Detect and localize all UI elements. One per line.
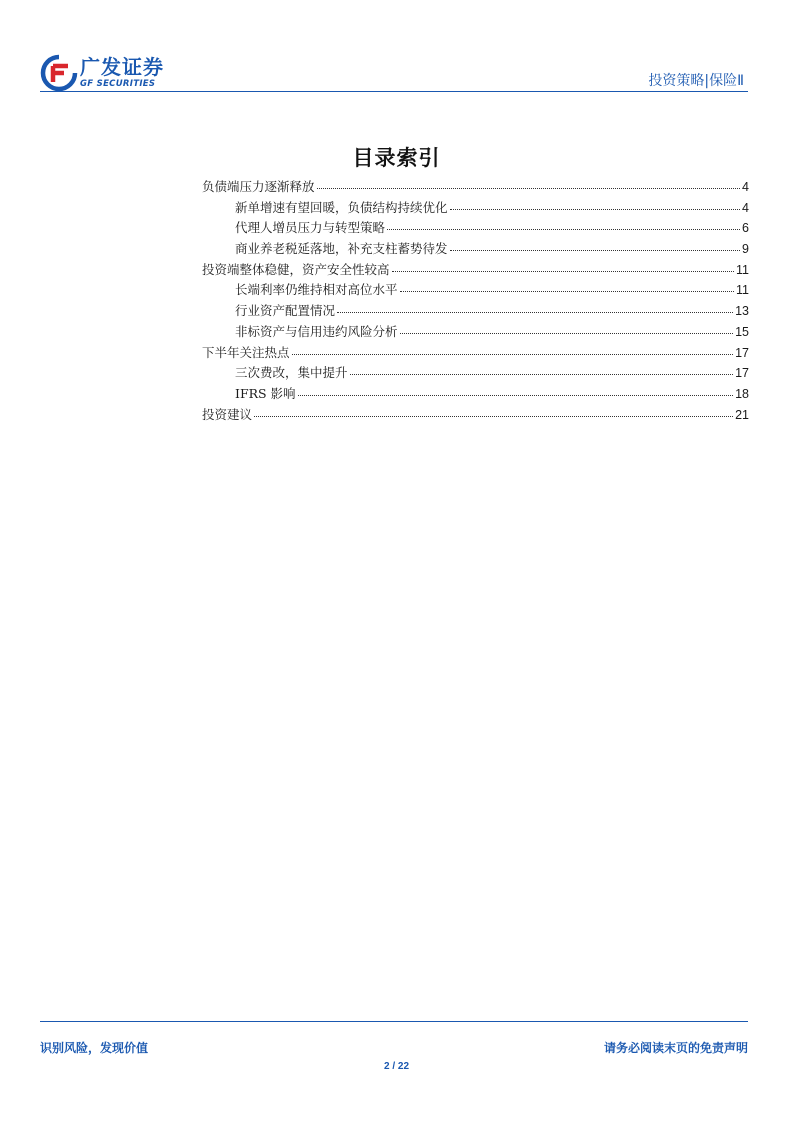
page-header (40, 50, 748, 92)
toc-entry-page: 13 (735, 304, 749, 319)
toc-entry-label: 长端利率仍维持相对高位水平 (235, 282, 398, 298)
toc-entry-page: 4 (742, 180, 749, 194)
toc-entry-page: 6 (742, 221, 749, 236)
toc-entry[interactable] (202, 280, 749, 301)
header-divider (40, 91, 748, 92)
toc-entry[interactable] (202, 343, 749, 364)
toc-leader-dots (350, 364, 734, 375)
toc-entry-label: 商业养老税延落地，补充支柱蓄势待发 (235, 241, 448, 257)
toc-entry[interactable] (202, 322, 749, 343)
toc-leader-dots (298, 385, 734, 396)
toc-entry-page: 11 (736, 283, 749, 298)
toc-entry[interactable] (202, 384, 749, 405)
toc-entry-label: 投资建议 (202, 406, 253, 422)
toc-entry[interactable] (202, 363, 749, 384)
gf-logo-icon (40, 54, 78, 92)
toc-leader-dots (392, 261, 735, 272)
toc-leader-dots (400, 323, 734, 334)
footer-divider (40, 1021, 748, 1022)
toc-entry-page: 21 (735, 407, 749, 422)
toc-entry[interactable] (202, 260, 749, 281)
page-number: 2 / 22 (383, 1061, 410, 1072)
toc-entry-label: 代理人增员压力与转型策略 (235, 220, 386, 236)
toc-entry[interactable] (202, 198, 749, 219)
toc-leader-dots (254, 406, 733, 417)
toc-leader-dots (387, 219, 740, 230)
toc-entry-page: 9 (742, 242, 749, 257)
toc-entry-label: 负债端压力逐渐释放 (202, 179, 315, 194)
toc-entry[interactable] (202, 405, 749, 426)
report-type: 投资策略|保险Ⅱ (648, 73, 744, 89)
footer-slogan: 识别风险，发现价值 (40, 1041, 149, 1055)
toc-entry-page: 17 (735, 366, 749, 381)
toc-entry[interactable] (202, 177, 749, 198)
toc-entry-label: 三次费改，集中提升 (235, 365, 348, 381)
footer-disclaimer-note: 请务必阅读末页的免责声明 (603, 1041, 748, 1055)
toc-leader-dots (337, 302, 733, 313)
logo-text-cn: 广发证券 (80, 55, 164, 79)
toc-entry-label: 新单增速有望回暖，负债结构持续优化 (235, 199, 448, 215)
toc-leader-dots (317, 178, 741, 189)
toc-leader-dots (292, 344, 734, 355)
toc-entry-page: 4 (742, 200, 749, 215)
toc-entry-label: 非标资产与信用违约风险分析 (235, 323, 398, 339)
toc-leader-dots (450, 199, 741, 210)
toc-leader-dots (400, 281, 735, 292)
toc-entry-page: 18 (735, 386, 749, 401)
toc-entry-page: 11 (736, 262, 749, 277)
table-of-contents (202, 177, 749, 425)
toc-entry-page: 15 (735, 324, 749, 339)
toc-entry-label: IFRS 影响 (235, 385, 296, 401)
logo-text-en: GF SECURITIES (80, 79, 156, 89)
toc-entry-page: 17 (735, 345, 749, 360)
toc-entry-label: 投资端整体稳健，资产安全性较高 (202, 261, 390, 277)
toc-entry-label: 下半年关注热点 (202, 344, 290, 360)
toc-leader-dots (450, 240, 741, 251)
toc-entry[interactable] (202, 218, 749, 239)
toc-entry[interactable] (202, 239, 749, 260)
toc-entry[interactable] (202, 301, 749, 322)
toc-entry-label: 行业资产配置情况 (235, 303, 336, 319)
toc-title: 目录索引 (352, 146, 441, 170)
